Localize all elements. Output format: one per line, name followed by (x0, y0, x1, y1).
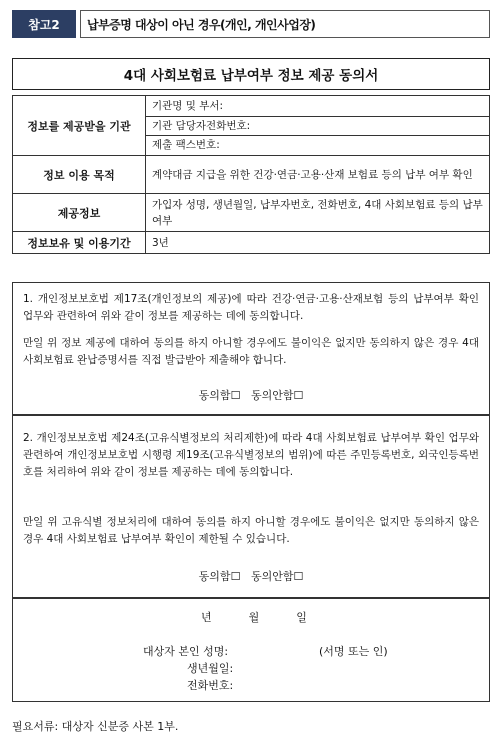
agency-dept-field[interactable]: 기관명 및 부서: (152, 100, 224, 112)
year-label: 년 (201, 611, 212, 624)
consent-section-1 (12, 282, 490, 415)
section1-agree-label: 동의함 (198, 389, 231, 402)
day-label: 일 (296, 611, 307, 624)
section2-agree-checkbox[interactable]: ☐ (230, 570, 241, 583)
section2-agree-label: 동의함 (198, 570, 231, 583)
date-row (201, 609, 307, 625)
birth-label: 생년월일: (187, 662, 234, 675)
header-title: 납부증명 대상이 아닌 경우(개인, 개인사업장) (80, 10, 490, 38)
section-header (12, 10, 490, 38)
section1-agree-checkbox[interactable]: ☐ (230, 389, 241, 402)
purpose-label: 정보 이용 목적 (13, 156, 146, 194)
section2-disagree-checkbox[interactable]: ☐ (293, 570, 304, 583)
reference-badge: 참고2 (12, 10, 76, 38)
provider-cell (146, 96, 490, 156)
section2-consent-row (13, 568, 489, 584)
section1-para1: 1. 개인정보보호법 제17조(개인정보의 제공)에 따라 건강·연금·고용·산재보험 등의 납부여부 확인 업무와 관련하여 위와 같이 정보를 제공하는 데에 동의합니다. (23, 293, 479, 322)
purpose-value: 계약대금 지급을 위한 건강·연금·고용·산재 보험료 등의 납부 여부 확인 (146, 156, 490, 194)
phone-label: 전화번호: (187, 679, 234, 692)
section1-consent-row (13, 387, 489, 403)
month-label: 월 (248, 611, 260, 624)
section1-disagree-label: 동의안함 (250, 389, 294, 402)
section2-disagree-label: 동의안함 (250, 570, 294, 583)
section2-para1: 2. 개인정보보호법 제24조(고유식별정보의 처리제한)에 따라 4대 사회보험료 납부여부 확인 업무와 관련하여 개인정보보호법 시행령 제19조(고유식별정보의 범위)에 따른 주민등록번호, 외국인등록번호를 처리하여 위와 같이 정보를 제공하는 데에 동의합니다. (23, 432, 479, 478)
agency-phone-field[interactable]: 기관 담당자전화번호: (146, 116, 489, 135)
retention-value: 3년 (146, 232, 490, 254)
retention-label: 정보보유 및 이용기간 (13, 232, 146, 254)
name-label: 대상자 본인 성명: (143, 645, 229, 658)
signature-section (12, 598, 490, 702)
sign-note: (서명 또는 인) (319, 645, 388, 658)
info-table (12, 95, 490, 254)
section1-para2: 만일 위 정보 제공에 대하여 동의를 하지 아니할 경우에도 불이익은 없지만 동의하지 않은 경우 4대 사회보험료 완납증명서를 직접 발급받아 제출해야 합니다. (23, 337, 479, 366)
required-docs-note: 필요서류: 대상자 신분증 사본 1부. (12, 720, 179, 733)
provider-label: 정보를 제공받을 기관 (13, 96, 146, 156)
info-value: 가입자 성명, 생년월일, 납부자번호, 전화번호, 4대 사회보험료 등의 납부 여부 (146, 194, 490, 232)
section2-para2: 만일 위 고유식별 정보처리에 대하여 동의를 하지 아니할 경우에도 불이익은 없지만 동의하지 않은 경우 4대 사회보험료 납부여부 확인이 제한될 수 있습니다. (23, 516, 479, 545)
section1-disagree-checkbox[interactable]: ☐ (293, 389, 304, 402)
consent-section-2 (12, 415, 490, 598)
document-title: 4대 사회보험료 납부여부 정보 제공 동의서 (12, 58, 490, 90)
fax-number-field[interactable]: 제출 팩스번호: (146, 135, 489, 154)
info-label: 제공정보 (13, 194, 146, 232)
